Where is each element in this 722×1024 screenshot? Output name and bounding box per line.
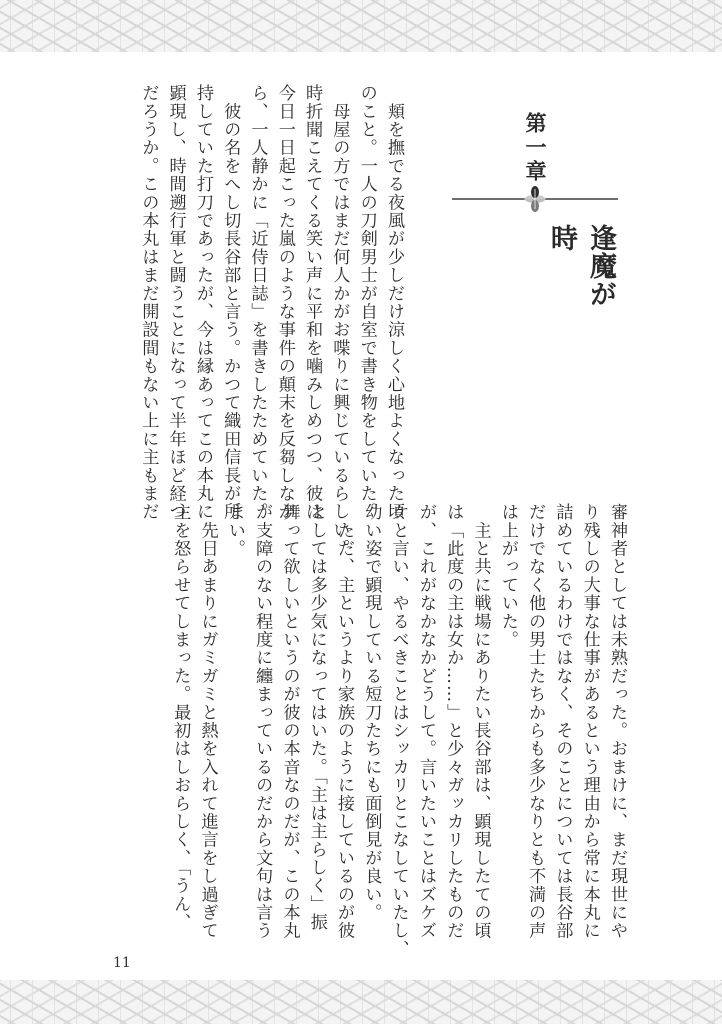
decorative-pattern-band-top: [0, 0, 722, 52]
text-column: ら、一人静かに「近侍日誌」を書きしたためていた。: [247, 84, 268, 521]
text-column: 持していた打刀であったが、今は縁あってこの本丸に: [192, 84, 213, 521]
body-text-lower: [166, 503, 630, 958]
flower-ornament-icon: [522, 184, 548, 214]
text-column: 先日あまりにガミガミと熱を入れて進言をし過ぎて: [197, 503, 218, 940]
page-number: 11: [113, 955, 131, 971]
text-column: が、これがなかなかどうして。言いたいことはズケズ: [415, 503, 436, 940]
chapter-number: 第一章: [523, 111, 548, 184]
text-column: 詰めているわけではなく、そのことについては長谷部: [552, 503, 573, 940]
text-column: 主と共に戦場にありたい長谷部は、顕現したての頃: [470, 503, 491, 940]
text-column: としては多少気になってはいた。「主は主らしく」振: [306, 503, 327, 932]
text-column: だけでなく他の男士たちからも多少なりとも不満の声: [525, 503, 546, 940]
text-column: り残しの大事な仕事があるという理由から常に本丸に: [579, 503, 600, 940]
text-column: 幼い姿で顕現している短刀たちにも面倒見が良い。: [361, 503, 382, 922]
chapter-title: 逢魔が時: [546, 224, 616, 308]
text-column: 母屋の方ではまだ何人かがお喋りに興じているらしい。: [329, 84, 350, 558]
text-column: のこと。一人の刀剣男士が自室で書き物をしていた。: [356, 84, 377, 521]
text-column: 彼の名をへし切長谷部と言う。かつて織田信長が所: [220, 84, 241, 521]
text-column: 審神者としては未熟だった。おまけに、まだ現世にや: [607, 503, 627, 940]
text-column: 主を怒らせてしまった。最初はしおらしく、「うん、: [170, 503, 191, 932]
text-column: が支障のない程度に纏まっているのだから文句は言う: [252, 503, 273, 940]
chapter-heading: [450, 100, 620, 340]
text-column: まい。: [224, 503, 245, 558]
text-column: は上がっていた。: [497, 503, 518, 649]
text-column: 頬を撫でる夜風が少しだけ涼しく心地よくなった頃: [384, 84, 404, 521]
text-column: ただ、主というより家族のように接しているのが彼: [334, 503, 355, 940]
text-column: だろうか。この本丸はまだ開設間もない上に主もまだ: [138, 84, 159, 521]
text-column: は「此度の主は女か……」と少々ガッカリしたものだ: [443, 503, 464, 940]
text-column: ケと言い、やるべきことはシッカリとこなしていたし、: [388, 503, 409, 958]
text-column: 舞って欲しいというのが彼の本音なのだが、この本丸: [279, 503, 300, 940]
decorative-pattern-band-bottom: [0, 980, 722, 1024]
text-column: 顕現し、時間遡行軍と闘うことになって半年ほど経つ: [165, 84, 186, 521]
text-column: 今日一日起こった嵐のような事件の顛末を反芻しなが: [274, 84, 295, 521]
text-column: 時折聞こえてくる笑い声に平和を噛みしめつつ、彼は: [302, 84, 323, 521]
